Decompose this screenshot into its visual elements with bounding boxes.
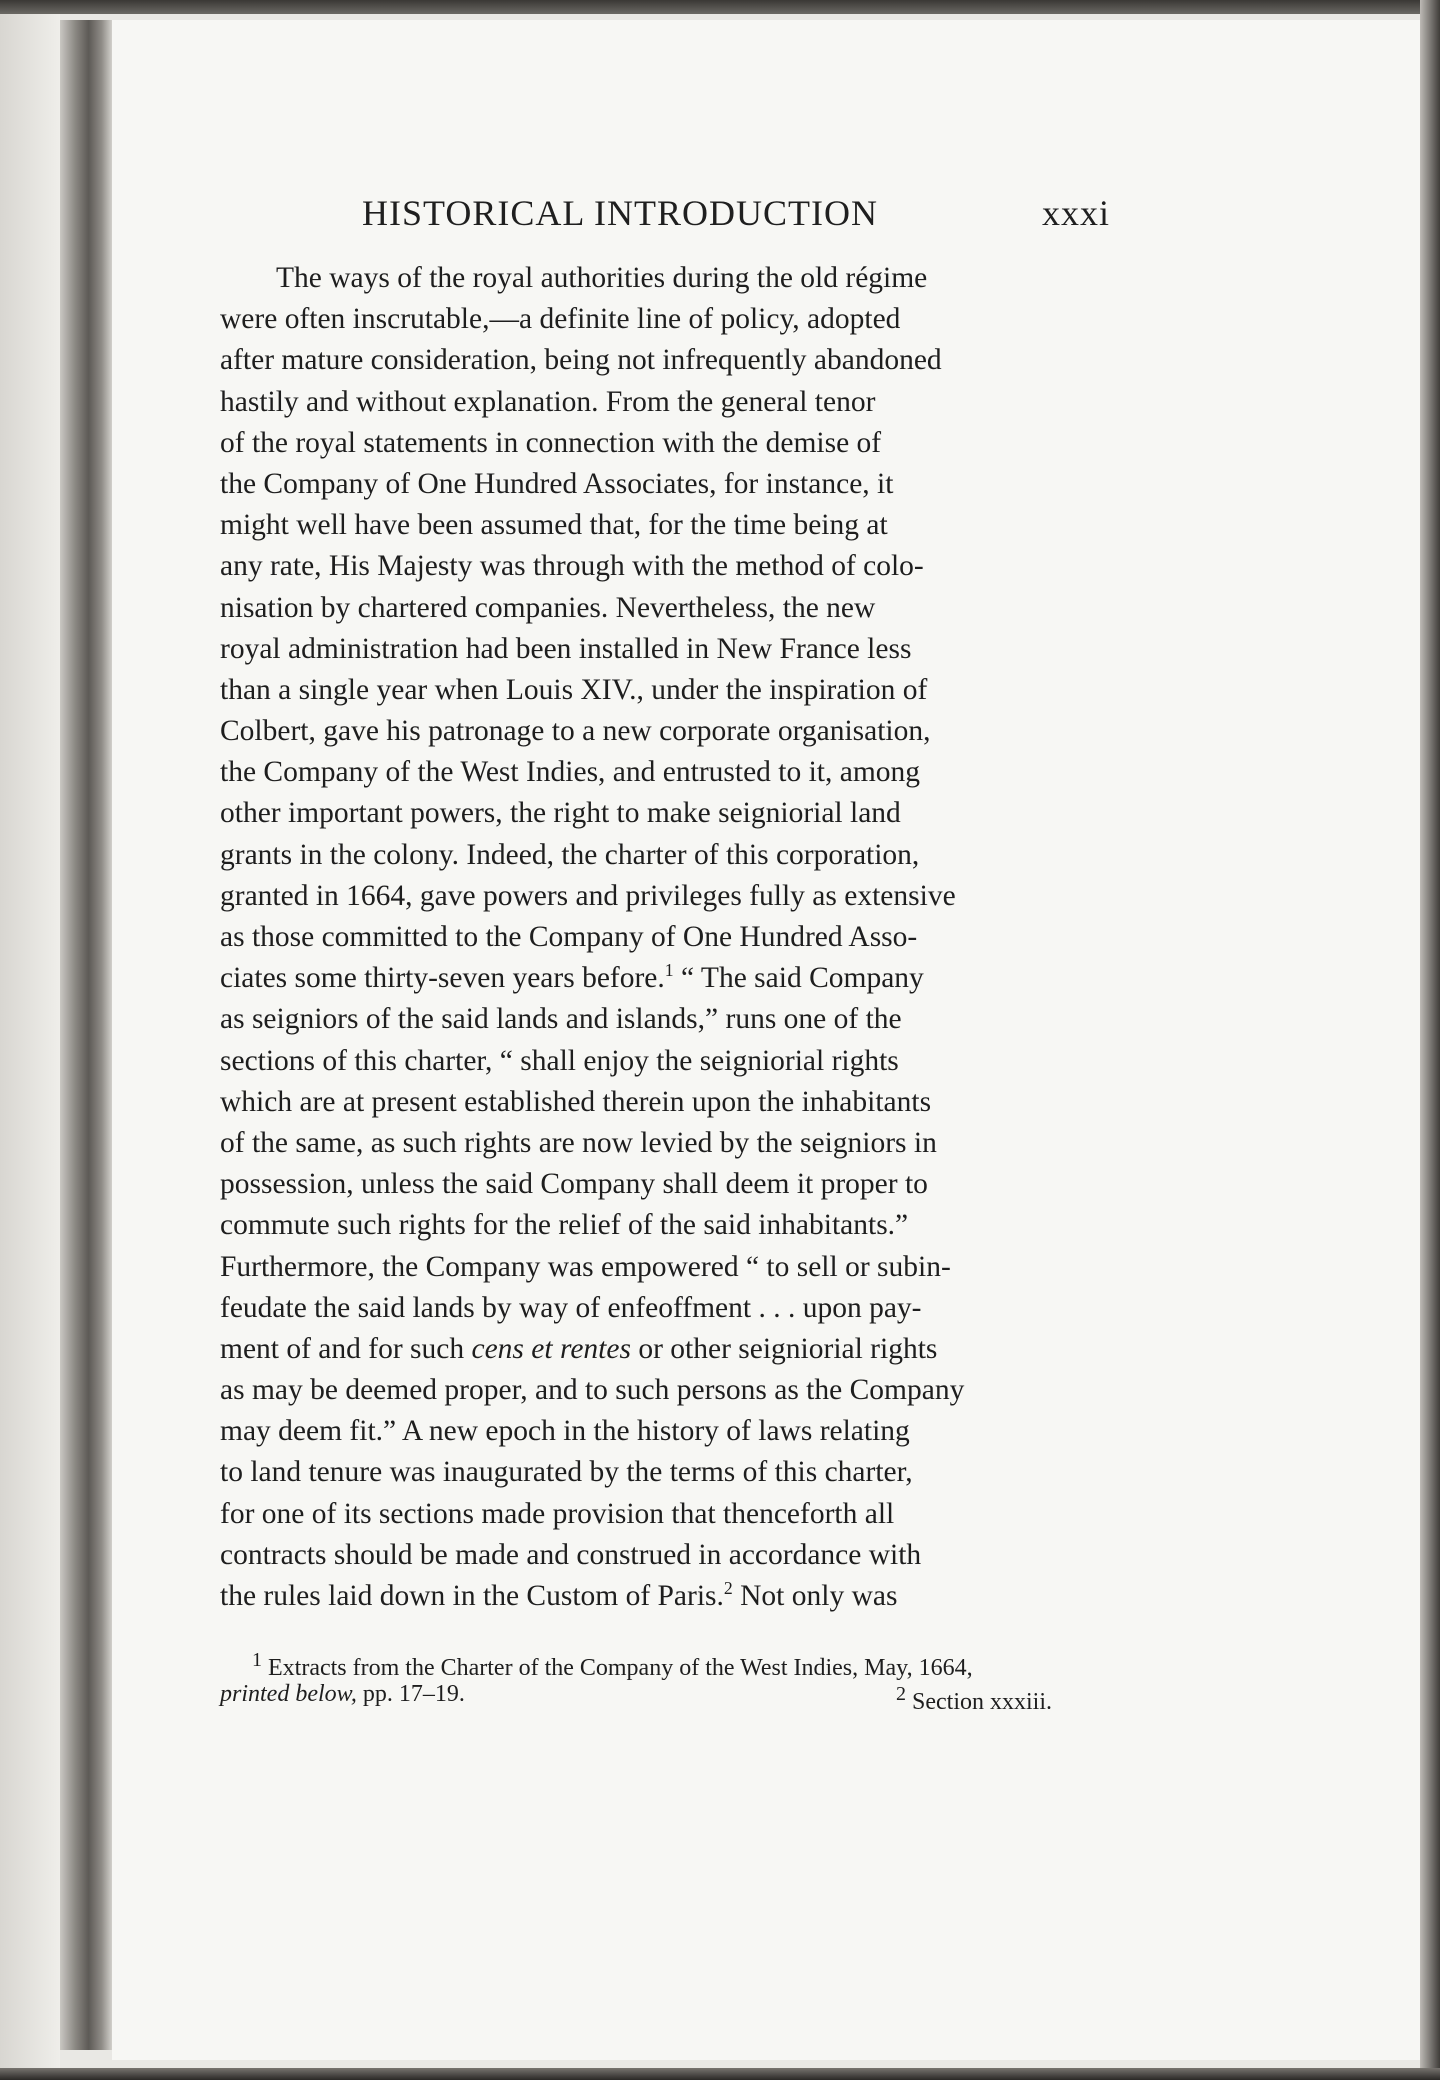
- text-line: the Company of One Hundred Associates, for instance, it: [220, 467, 894, 500]
- running-header: [362, 192, 1110, 240]
- text-line: grants in the colony. Indeed, the charter of this corporation,: [220, 838, 920, 871]
- scan-right-edge: [1420, 0, 1440, 2080]
- text-line: ciates some thirty-seven years before.$^1$ “ The said Company: [220, 960, 924, 995]
- book-binding-gutter: [60, 20, 112, 2050]
- text-line: The ways of the royal authorities during the old régime: [276, 262, 928, 294]
- text-line: Furthermore, the Company was empowered “ to sell or subin-: [220, 1250, 951, 1283]
- text-line: any rate, His Majesty was through with the method of colo-: [220, 550, 924, 583]
- page-number: xxxi: [1041, 193, 1110, 233]
- text-line: nisation by chartered companies. Nevertheless, the new: [220, 591, 876, 624]
- text-line: were often inscrutable,—a definite line of policy, adopted: [220, 303, 901, 336]
- text-line: the rules laid down in the Custom of Paris.$^2$ Not only was: [220, 1578, 898, 1612]
- text-line: may deem fit.” A new epoch in the history of laws relating: [220, 1415, 910, 1448]
- text-line: granted in 1664, gave powers and privileges fully as extensive: [220, 879, 956, 912]
- text-line: royal administration had been installed in New France less: [220, 632, 912, 665]
- footnote-1-continued: printed below, pp. 17–19. $^2$ Section xxxiii.: [220, 1677, 1110, 1711]
- text-line: after mature consideration, being not infrequently abandoned: [220, 344, 942, 377]
- text-line: than a single year when Louis XIV., under the inspiration of: [220, 673, 928, 706]
- text-line: contracts should be made and construed in accordance with: [220, 1538, 922, 1571]
- footnote-ref-2: 2: [723, 1578, 733, 1599]
- facing-page-edge: [0, 14, 60, 2068]
- footnote-ref-1: 1: [664, 960, 674, 981]
- text-line: the Company of the West Indies, and entrusted to it, among: [220, 756, 921, 789]
- text-line: feudate the said lands by way of enfeoffment . . . upon pay-: [220, 1291, 922, 1324]
- running-title: HISTORICAL INTRODUCTION: [362, 193, 878, 233]
- text-line: possession, unless the said Company shall deem it proper to: [220, 1168, 928, 1201]
- scan-bottom-edge: [0, 2068, 1440, 2080]
- footnote-marker: 1: [252, 1649, 262, 1671]
- footnote-marker: 2: [896, 1683, 906, 1705]
- footnote-1: $^1$ Extracts from the Charter of the Company of the West Indies, May, 1664,: [252, 1649, 973, 1681]
- text-line: as seigniors of the said lands and islands,” runs one of the: [220, 1003, 902, 1036]
- text-line: sections of this charter, “ shall enjoy the seigniorial rights: [220, 1044, 899, 1077]
- text-line: hastily and without explanation. From the general tenor: [220, 385, 876, 418]
- text-line: might well have been assumed that, for the time being at: [220, 509, 888, 542]
- text-line: commute such rights for the relief of the said inhabitants.”: [220, 1209, 909, 1242]
- text-line: as those committed to the Company of One Hundred Asso-: [220, 921, 918, 953]
- body-text: [220, 258, 1110, 1617]
- text-line: ment of and for such cens et rentes or other seigniorial rights: [220, 1332, 938, 1365]
- italic-phrase: cens et rentes: [471, 1332, 631, 1365]
- text-line: for one of its sections made provision that thenceforth all: [220, 1497, 895, 1530]
- text-line: of the royal statements in connection with the demise of: [220, 426, 882, 459]
- text-line: other important powers, the right to make seigniorial land: [220, 797, 901, 830]
- text-line: which are at present established therein upon the inhabitants: [220, 1085, 932, 1118]
- footnote-2: $^2$ Section xxxiii.: [896, 1683, 1052, 1715]
- text-line: to land tenure was inaugurated by the terms of this charter,: [220, 1456, 913, 1489]
- text-line: as may be deemed proper, and to such persons as the Company: [220, 1374, 965, 1407]
- scan-top-edge: [0, 0, 1440, 14]
- footnotes: [220, 1643, 1110, 1715]
- text-line: of the same, as such rights are now levied by the seigniors in: [220, 1126, 937, 1159]
- text-line: Colbert, gave his patronage to a new corporate organisation,: [220, 715, 931, 748]
